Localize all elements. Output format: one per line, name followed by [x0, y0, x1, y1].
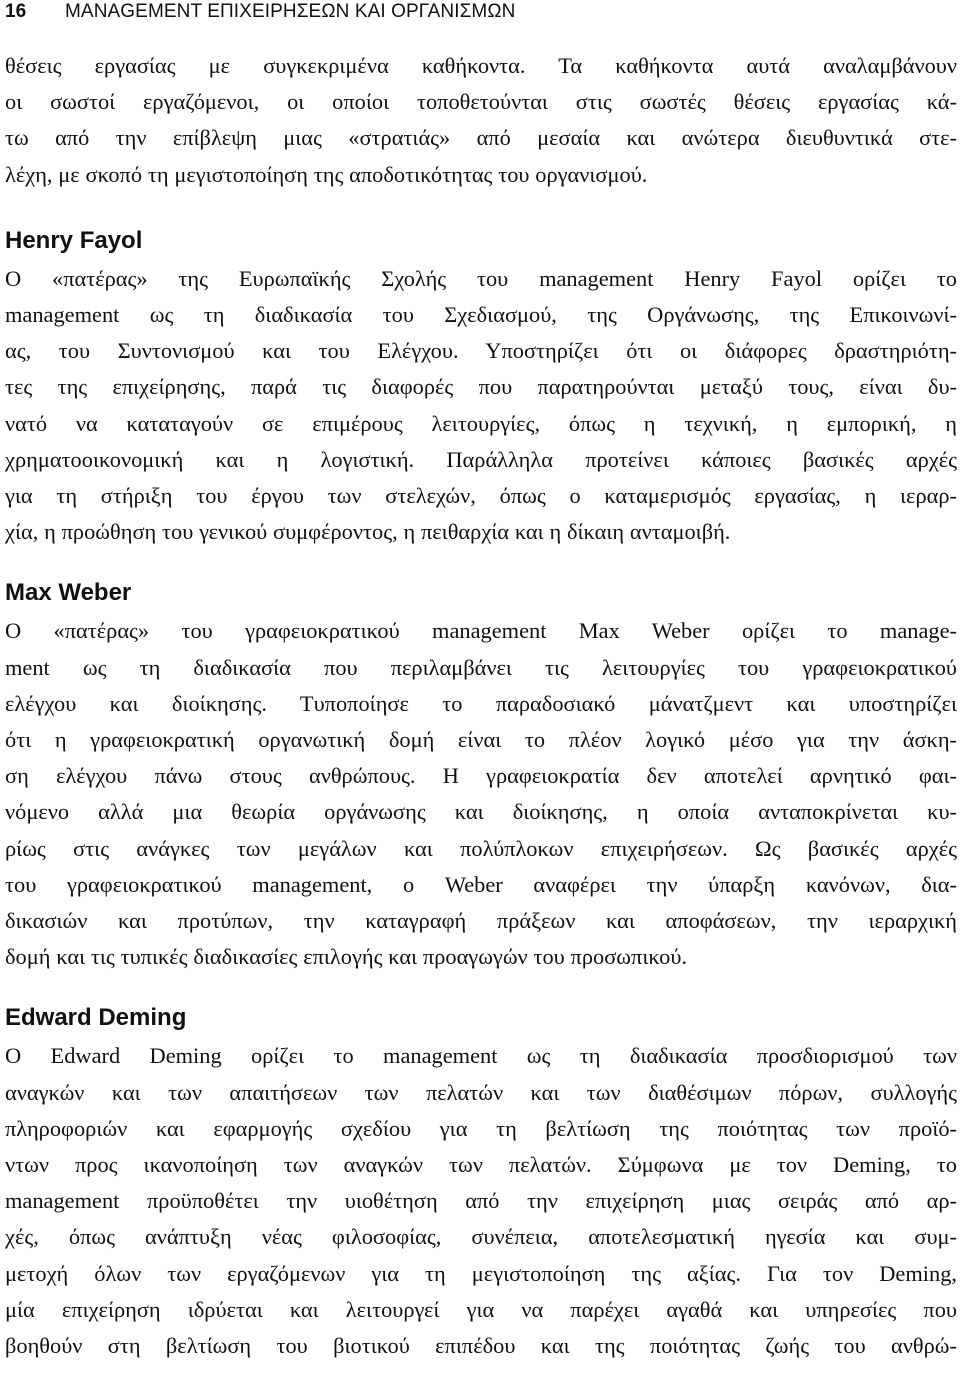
weber-paragraph [5, 613, 957, 975]
text-line: νατό να καταταγούν σε επιμέρους λειτουργίες, όπως η τεχνική, η εμπορική, η [5, 410, 957, 436]
text-line: ρίως στις ανάγκες των μεγάλων και πολύπλοκων επιχειρήσεων. Ως βασικές αρχές [5, 835, 957, 861]
text-line: χία, η προώθηση του γενικού συμφέροντος, η πειθαρχία και η δίκαιη ανταμοιβή. [5, 519, 731, 545]
text-line: νόμενο αλλά μια θεωρία οργάνωσης και διοίκησης, η οποία ανταποκρίνεται κυ- [5, 799, 957, 825]
text-line: Ο Edward Deming ορίζει το management ως τη διαδικασία προσδιορισμού των [5, 1043, 957, 1069]
text-line: πληροφοριών και εφαρμογής σχεδίου για τη βελτίωση της ποιότητας των προϊό- [5, 1115, 957, 1141]
section-heading-deming: Edward Deming [5, 1004, 187, 1032]
fayol-paragraph [5, 261, 957, 551]
text-line: Ο «πατέρας» του γραφειοκρατικού management Max Weber ορίζει το manage- [5, 618, 957, 644]
page-number: 16 [5, 1, 27, 22]
text-line: ότι η γραφειοκρατική οργανωτική δομή είναι το πλέον λογικό μέσο για την άσκη- [5, 727, 957, 753]
text-line: βοηθούν στη βελτίωση του βιοτικού επιπέδου και της ποιότητας ζωής του ανθρώ- [5, 1333, 957, 1359]
page-content [5, 48, 957, 1364]
text-line: ελέγχου και διοίκησης. Τυποποίησε το παραδοσιακό μάνατζμεντ και υποστηρίζει [5, 690, 957, 716]
deming-paragraph [5, 1038, 957, 1364]
text-line: management ως τη διαδικασία του Σχεδιασμού, της Οργάνωσης, της Επικοινωνί- [5, 302, 957, 328]
text-line: τες της επιχείρησης, παρά τις διαφορές που παρατηρούνται μεταξύ τους, είναι δυ- [5, 374, 957, 400]
text-line: ση ελέγχου πάνω στους ανθρώπους. Η γραφειοκρατία δεν αποτελεί αρνητικό φαι- [5, 763, 957, 789]
text-line: του γραφειοκρατικού management, ο Weber αναφέρει την ύπαρξη κανόνων, δια- [5, 871, 957, 897]
text-line: για τη στήριξη του έργου των στελεχών, όπως ο καταμερισμός εργασίας, η ιεραρ- [5, 483, 957, 509]
section-heading-weber: Max Weber [5, 579, 132, 607]
text-line: τω από την επίβλεψη μιας «στρατιάς» από μεσαία και ανώτερα διευθυντικά στε- [5, 125, 957, 151]
text-line: μία επιχείρηση ιδρύεται και λειτουργεί για να παρέχει αγαθά και υπηρεσίες που [5, 1296, 957, 1322]
text-line: δομή και τις τυπικές διαδικασίες επιλογής και προαγωγών του προσωπικού. [5, 944, 688, 970]
text-line: χές, όπως ανάπτυξη νέας φιλοσοφίας, συνέπεια, αποτελεσματική ηγεσία και συμ- [5, 1224, 957, 1250]
text-line: οι σωστοί εργαζόμενοι, οι οποίοι τοποθετούνται στις σωστές θέσεις εργασίας κά- [5, 89, 957, 115]
text-line: λέχη, με σκοπό τη μεγιστοποίηση της αποδοτικότητας του οργανισμού. [5, 161, 648, 187]
text-line: αναγκών και των απαιτήσεων των πελατών και των διαθέσιμων πόρων, συλλογής [5, 1079, 957, 1105]
intro-paragraph [5, 48, 957, 193]
text-line: δικασιών και προτύπων, την καταγραφή πράξεων και αποφάσεων, την ιεραρχική [5, 908, 957, 934]
text-line: ντων προς ικανοποίηση των αναγκών των πελατών. Σύμφωνα με τον Deming, το [5, 1152, 957, 1178]
text-line: χρηματοοικονομική και η λογιστική. Παράλληλα προτείνει κάποιες βασικές αρχές [5, 446, 957, 472]
text-line: ment ως τη διαδικασία που περιλαμβάνει τις λειτουργίες του γραφειοκρατικού [5, 654, 957, 680]
section-heading-fayol: Henry Fayol [5, 226, 143, 254]
text-line: ας, του Συντονισμού και του Ελέγχου. Υποστηρίζει ότι οι διάφορες δραστηριότη- [5, 338, 957, 364]
text-line: μετοχή όλων των εργαζόμενων για τη μεγιστοποίηση της αξίας. Για τον Deming, [5, 1260, 957, 1286]
running-header [5, 1, 515, 29]
text-line: θέσεις εργασίας με συγκεκριμένα καθήκοντα. Τα καθήκοντα αυτά αναλαμβάνουν [5, 53, 957, 78]
text-line: management προϋποθέτει την υιοθέτηση από την επιχείρηση μιας σειράς από αρ- [5, 1188, 957, 1214]
running-title: MANAGEMENT ΕΠΙΧΕΙΡΗΣΕΩΝ ΚΑΙ ΟΡΓΑΝΙΣΜΩΝ [65, 1, 516, 22]
text-line: Ο «πατέρας» της Ευρωπαϊκής Σχολής του management Henry Fayol ορίζει το [5, 265, 957, 291]
